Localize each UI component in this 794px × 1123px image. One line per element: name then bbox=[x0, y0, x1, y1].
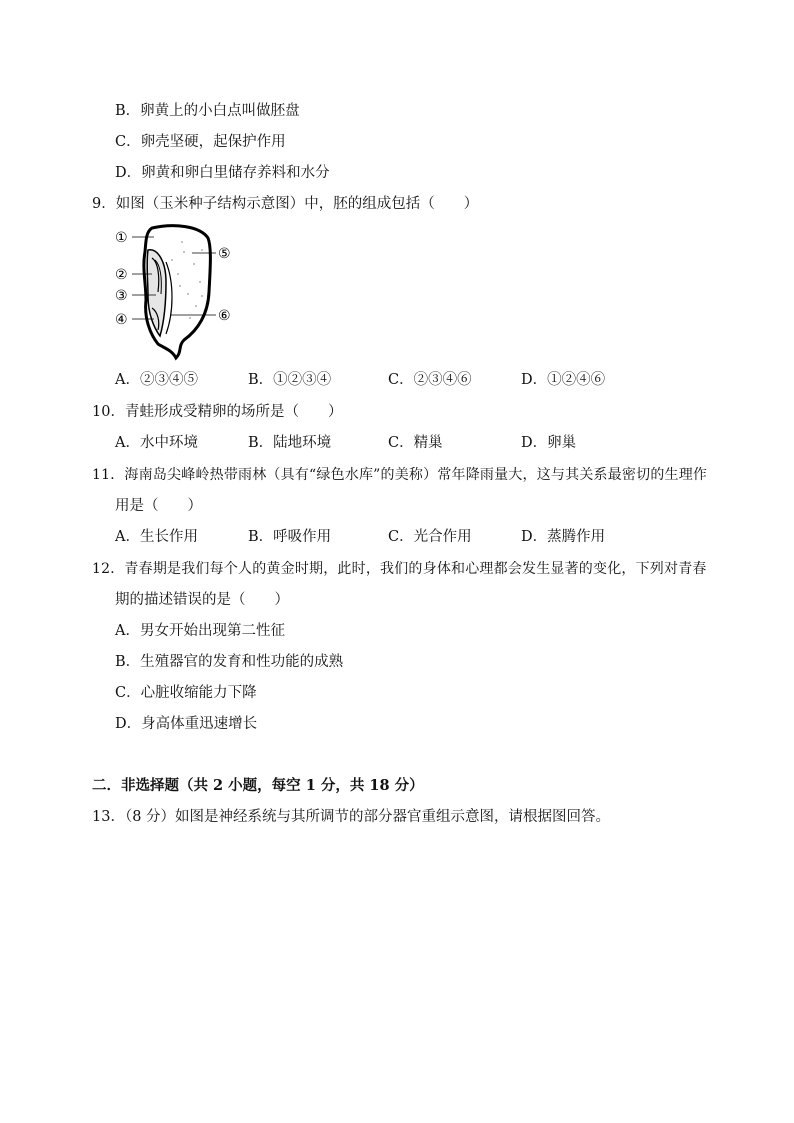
q9-option-a: A．②③④⑤ bbox=[115, 372, 198, 388]
figure-label-1: ① bbox=[115, 230, 128, 246]
q12-option-d: D．身高体重迅速增长 bbox=[115, 716, 258, 732]
q12-stem-line2: 期的描述错误的是（ ） bbox=[115, 592, 289, 608]
figure-label-6: ⑥ bbox=[218, 308, 231, 324]
figure-label-4: ④ bbox=[115, 312, 128, 328]
figure-label-5: ⑤ bbox=[218, 246, 231, 262]
q12-option-c: C．心脏收缩能力下降 bbox=[115, 685, 257, 701]
q10-option-c: C．精巢 bbox=[388, 435, 443, 451]
q12-option-a: A．男女开始出现第二性征 bbox=[115, 623, 285, 639]
q9-option-d: D．①②④⑥ bbox=[521, 372, 606, 388]
q12-option-b: B．生殖器官的发育和性功能的成熟 bbox=[115, 654, 344, 670]
q10-option-b: B．陆地环境 bbox=[248, 435, 332, 451]
q13-stem: 13．（8 分）如图是神经系统与其所调节的部分器官重组示意图，请根据图回答。 bbox=[92, 809, 611, 825]
q11-stem-line2: 用是（ ） bbox=[115, 498, 202, 514]
q11-option-d: D．蒸腾作用 bbox=[521, 529, 606, 545]
corn-seed-figure bbox=[112, 222, 242, 362]
q9-stem: 9．如图（玉米种子结构示意图）中，胚的组成包括（ ） bbox=[92, 196, 479, 212]
q11-stem-line1: 11．海南岛尖峰岭热带雨林（具有“绿色水库”的美称）常年降雨量大，这与其关系最密切的生理作 bbox=[92, 467, 708, 483]
q8-option-d: D．卵黄和卵白里储存养料和水分 bbox=[115, 165, 330, 181]
q8-option-b: B．卵黄上的小白点叫做胚盘 bbox=[115, 103, 300, 119]
figure-label-3: ③ bbox=[115, 288, 128, 304]
q10-stem: 10．青蛙形成受精卵的场所是（ ） bbox=[92, 404, 343, 420]
q10-option-a: A．水中环境 bbox=[115, 435, 198, 451]
section-2-heading: 二．非选择题（共 2 小题，每空 1 分，共 18 分） bbox=[92, 777, 424, 794]
q9-option-c: C．②③④⑥ bbox=[388, 372, 472, 388]
q8-option-c: C．卵壳坚硬，起保护作用 bbox=[115, 134, 286, 150]
q9-option-b: B．①②③④ bbox=[248, 372, 332, 388]
q12-stem-line1: 12．青春期是我们每个人的黄金时期，此时，我们的身体和心理都会发生显著的变化，下列对青春 bbox=[92, 561, 707, 577]
q11-option-b: B．呼吸作用 bbox=[248, 529, 332, 545]
figure-label-2: ② bbox=[115, 267, 128, 283]
q11-option-c: C．光合作用 bbox=[388, 529, 472, 545]
q11-option-a: A．生长作用 bbox=[115, 529, 198, 545]
q10-option-d: D．卵巢 bbox=[521, 435, 577, 451]
